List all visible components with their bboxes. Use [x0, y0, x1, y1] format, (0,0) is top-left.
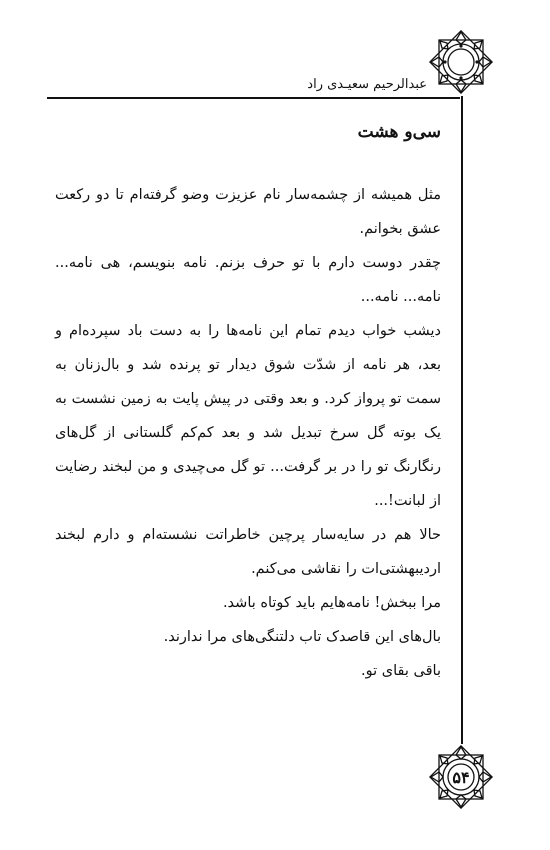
chapter-title: سی‌و هشت	[357, 122, 441, 142]
page-content	[55, 118, 441, 688]
paragraph: مثل همیشه از چشمه‌سار نام عزیزت وضو گرفته‌ام تا دو رکعت عشق بخوانم.	[55, 187, 441, 237]
paragraph: مرا ببخش! نامه‌هایم باید کوتاه باشد.	[222, 595, 441, 611]
ornament-icon	[429, 30, 493, 94]
paragraph: بال‌های این قاصدک تاب دلتنگی‌های مرا ندارند.	[163, 629, 441, 645]
vertical-divider	[461, 96, 463, 744]
author-name: عبدالرحیم سعیـدی راد	[307, 77, 427, 92]
paragraph: دیشب خواب دیدم تمام این نامه‌ها را به دست باد سپرده‌ام و بعد، هر نامه از شدّت شوق دیدار تو پرنده شد و بال‌زنان به سمت تو پرواز کرد. و بعد وقتی در پیش پایت به زمین نشست به یک بوته گل سرخ تبدیل شد و بعد کم‌کم گلستانی از گل‌های رنگارنگ تو را در بر گرفت... تو گل می‌چیدی و من لبخند رضایت از لبانت!...	[55, 323, 441, 509]
paragraph: حالا هم در سایه‌سار پرچین خاطراتت نشسته‌ام و دارم لبخند اردیبهشتی‌ات را نقاشی می‌کنم.	[55, 527, 441, 577]
paragraph: باقی بقای تو.	[361, 663, 441, 679]
header-divider	[47, 97, 460, 99]
paragraph: چقدر دوست دارم با تو حرف بزنم. نامه بنویسم، هی نامه... نامه... نامه...	[55, 255, 441, 305]
page-number: ۵۴	[452, 767, 470, 787]
